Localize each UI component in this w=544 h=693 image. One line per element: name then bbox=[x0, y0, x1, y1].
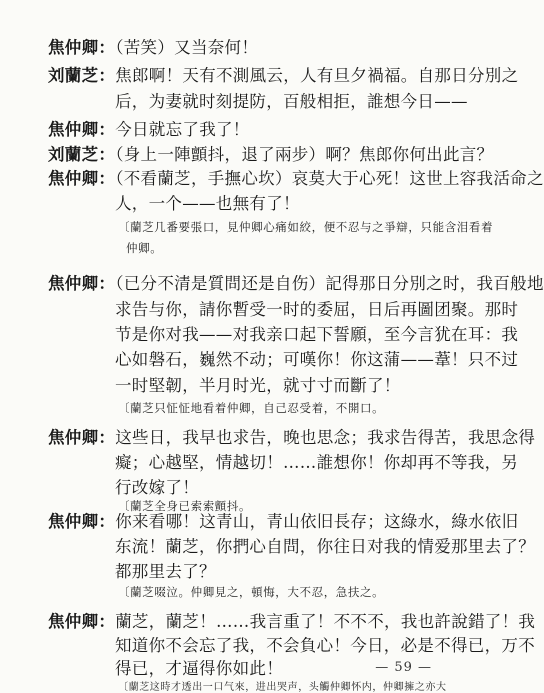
dialogue-continuation: 一时堅韌，半月时光，就寸寸而斷了！ bbox=[115, 376, 401, 395]
stage-direction: 〔蘭芝全身已索索顫抖。 bbox=[118, 499, 252, 513]
dialogue-continuation: 人，一个——也無有了！ bbox=[115, 194, 300, 213]
dialogue-text: （身上一陣顫抖，退了兩步）啊？焦郎你何出此言？ bbox=[115, 145, 494, 164]
dialogue-continuation: 得已，才逼得你如此！ bbox=[115, 659, 283, 678]
dialogue-text: 蘭芝，蘭芝！……我言重了！不不不，我也許說錯了！我 bbox=[115, 612, 536, 631]
dialogue-line bbox=[48, 62, 518, 86]
dialogue-continuation: 节是你对我——对我亲口起下誓願，至今言犹在耳：我 bbox=[115, 325, 519, 344]
speaker-label: 焦仲卿： bbox=[48, 512, 116, 531]
dialogue-line bbox=[48, 608, 535, 632]
dialogue-text: 今日就忘了我了！ bbox=[115, 120, 250, 139]
dialogue-text: （不看蘭芝，手撫心坎）哀莫大于心死！这世上容我活命之 bbox=[115, 169, 544, 188]
dialogue-continuation: 癡；心越堅，情越切！……誰想你！你却再不等我，另 bbox=[115, 453, 519, 472]
dialogue-continuation: 求告与你，請你暫受一时的委屈，日后再圖团聚。那时 bbox=[115, 300, 519, 319]
speaker-label: 刘蘭芝： bbox=[48, 66, 116, 85]
stage-direction-continuation: 仲卿。 bbox=[126, 241, 163, 255]
stage-direction: 〔蘭芝只怔怔地看着仲卿，自己忍受着，不開口。 bbox=[118, 401, 385, 415]
speaker-label: 焦仲卿： bbox=[48, 274, 116, 293]
dialogue-continuation: 行改嫁了！ bbox=[115, 478, 199, 497]
speaker-label: 焦仲卿： bbox=[48, 169, 116, 188]
dialogue-continuation: 心如磐石，巍然不动；可嘆你！你这蒲——葦！只不过 bbox=[115, 350, 519, 369]
dialogue-line bbox=[48, 34, 258, 58]
dialogue-line bbox=[48, 424, 535, 448]
dialogue-line bbox=[48, 165, 544, 189]
dialogue-line bbox=[48, 141, 493, 165]
speaker-label: 焦仲卿： bbox=[48, 38, 116, 57]
dialogue-continuation: 后，为妻就时刻提防，百般相拒，誰想今日—— bbox=[115, 92, 468, 111]
dialogue-continuation: 知道你不会忘了我，不会負心！今日，必是不得已，万不 bbox=[115, 636, 535, 655]
dialogue-text: 焦郎啊！天有不測風云，人有旦夕禍福。自那日分別之 bbox=[115, 66, 519, 85]
speaker-label: 刘蘭芝： bbox=[48, 145, 116, 164]
stage-direction: 〔蘭芝啜泣。仲卿見之，頓悔，大不忍，急扶之。 bbox=[118, 585, 385, 599]
dialogue-text: 这些日，我早也求告，晚也思念；我求告得苦，我思念得 bbox=[115, 428, 536, 447]
dialogue-line bbox=[48, 116, 250, 140]
dialogue-text: 你来看哪！这青山，青山依旧長存；这綠水，綠水依旧 bbox=[115, 512, 519, 531]
speaker-label: 焦仲卿： bbox=[48, 612, 116, 631]
dialogue-line bbox=[48, 270, 544, 294]
dialogue-text: （已分不清是質問还是自伤）記得那日分別之时，我百般地 bbox=[115, 274, 544, 293]
speaker-label: 焦仲卿： bbox=[48, 428, 116, 447]
stage-direction: 〔蘭芝这時才透出一口气來，进出哭声，头觸仲卿怀内，仲卿擁之亦大 bbox=[118, 682, 447, 693]
dialogue-text: （苦笑）又当奈何！ bbox=[115, 38, 259, 57]
dialogue-continuation: 都那里去了？ bbox=[115, 562, 216, 581]
page-number: — 59 — bbox=[375, 660, 432, 675]
stage-direction: 〔蘭芝几番要張口，見仲卿心痛如絞，便不忍与之爭辯，只能含泪看着 bbox=[118, 220, 494, 234]
dialogue-line bbox=[48, 508, 518, 532]
dialogue-continuation: 东流！蘭芝，你捫心自問，你往日对我的情爱那里去了？ bbox=[115, 537, 535, 556]
speaker-label: 焦仲卿： bbox=[48, 120, 116, 139]
